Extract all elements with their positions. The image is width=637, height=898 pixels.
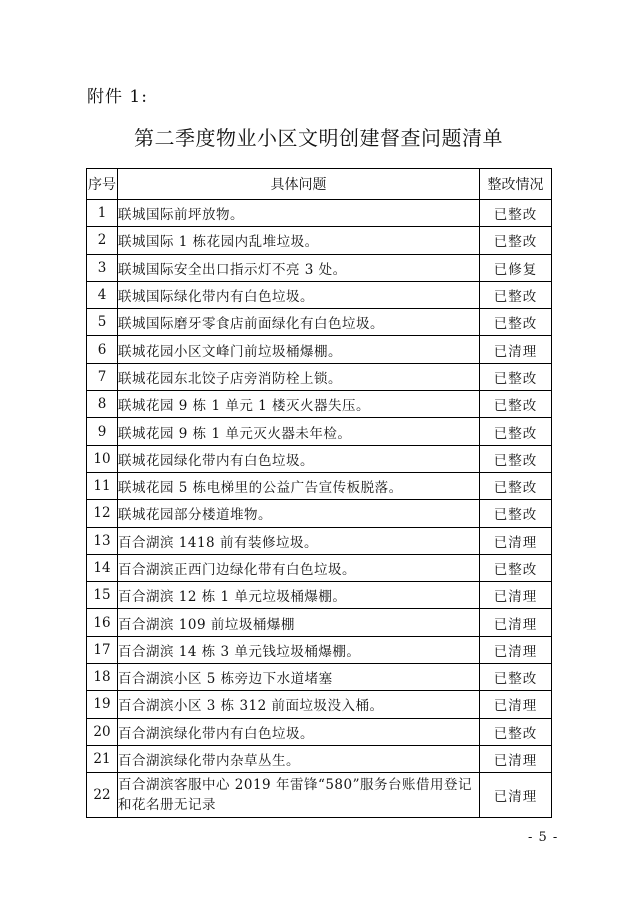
row-status: 已清理 (480, 773, 552, 818)
table-row (87, 445, 552, 472)
header-no: 序号 (87, 169, 118, 200)
row-issue: 联城国际前坪放物。 (118, 200, 480, 227)
row-status: 已整改 (480, 500, 552, 527)
row-status: 已整改 (480, 554, 552, 581)
row-issue: 联城花园东北饺子店旁消防栓上锁。 (118, 363, 480, 390)
row-status: 已清理 (480, 582, 552, 609)
row-number: 4 (87, 281, 118, 308)
row-issue: 百合湖滨绿化带内有白色垃圾。 (118, 718, 480, 745)
table-row (87, 363, 552, 390)
row-number: 22 (87, 773, 118, 818)
row-issue: 百合湖滨正西门边绿化带有白色垃圾。 (118, 554, 480, 581)
row-status: 已整改 (480, 281, 552, 308)
row-status: 已修复 (480, 254, 552, 281)
row-number: 10 (87, 445, 118, 472)
table-row (87, 554, 552, 581)
row-number: 8 (87, 391, 118, 418)
row-issue: 联城花园 5 栋电梯里的公益广告宣传板脱落。 (118, 472, 480, 499)
row-number: 1 (87, 200, 118, 227)
row-number: 2 (87, 227, 118, 254)
row-issue: 联城花园部分楼道堆物。 (118, 500, 480, 527)
row-issue: 联城花园绿化带内有白色垃圾。 (118, 445, 480, 472)
row-status: 已整改 (480, 363, 552, 390)
row-status: 已整改 (480, 391, 552, 418)
table-row (87, 391, 552, 418)
row-issue: 联城花园小区文峰门前垃圾桶爆棚。 (118, 336, 480, 363)
row-status: 已整改 (480, 309, 552, 336)
row-status: 已整改 (480, 718, 552, 745)
row-number: 3 (87, 254, 118, 281)
attachment-label: 附件 1: (87, 87, 148, 107)
table-row (87, 636, 552, 663)
table-row (87, 609, 552, 636)
table-row (87, 254, 552, 281)
table-row (87, 582, 552, 609)
row-number: 9 (87, 418, 118, 445)
table-row (87, 691, 552, 718)
row-issue: 联城国际磨牙零食店前面绿化有白色垃圾。 (118, 309, 480, 336)
row-status: 已整改 (480, 472, 552, 499)
row-issue: 百合湖滨绿化带内杂草丛生。 (118, 745, 480, 772)
row-number: 14 (87, 554, 118, 581)
row-status: 已整改 (480, 445, 552, 472)
row-number: 20 (87, 718, 118, 745)
header-status: 整改情况 (480, 169, 552, 200)
row-issue: 联城国际绿化带内有白色垃圾。 (118, 281, 480, 308)
row-number: 6 (87, 336, 118, 363)
row-status: 已整改 (480, 418, 552, 445)
row-number: 5 (87, 309, 118, 336)
row-issue: 联城国际 1 栋花园内乱堆垃圾。 (118, 227, 480, 254)
row-issue: 联城国际安全出口指示灯不亮 3 处。 (118, 254, 480, 281)
row-issue: 联城花园 9 栋 1 单元 1 楼灭火器失压。 (118, 391, 480, 418)
row-issue: 百合湖滨 12 栋 1 单元垃圾桶爆棚。 (118, 582, 480, 609)
row-issue: 百合湖滨 14 栋 3 单元钱垃圾桶爆棚。 (118, 636, 480, 663)
table-row (87, 309, 552, 336)
row-issue: 百合湖滨 109 前垃圾桶爆棚 (118, 609, 480, 636)
header-issue: 具体问题 (118, 169, 480, 200)
row-status: 已清理 (480, 527, 552, 554)
row-status: 已清理 (480, 636, 552, 663)
table-header-row (87, 169, 552, 200)
table-row (87, 336, 552, 363)
row-issue: 百合湖滨客服中心 2019 年雷锋“580”服务台账借用登记和花名册无记录 (118, 773, 480, 818)
table-row (87, 745, 552, 772)
row-issue: 联城花园 9 栋 1 单元灭火器未年检。 (118, 418, 480, 445)
table-row (87, 527, 552, 554)
row-number: 18 (87, 664, 118, 691)
row-number: 16 (87, 609, 118, 636)
row-status: 已整改 (480, 227, 552, 254)
table-row (87, 472, 552, 499)
row-number: 21 (87, 745, 118, 772)
document-title: 第二季度物业小区文明创建督查问题清单 (134, 126, 503, 150)
table-row (87, 773, 552, 818)
table-row (87, 664, 552, 691)
row-status: 已清理 (480, 745, 552, 772)
row-status: 已整改 (480, 200, 552, 227)
row-issue: 百合湖滨 1418 前有装修垃圾。 (118, 527, 480, 554)
row-status: 已清理 (480, 691, 552, 718)
row-status: 已整改 (480, 664, 552, 691)
row-status: 已清理 (480, 336, 552, 363)
row-status: 已清理 (480, 609, 552, 636)
issues-table (86, 168, 552, 818)
table-row (87, 718, 552, 745)
row-number: 17 (87, 636, 118, 663)
row-issue: 百合湖滨小区 3 栋 312 前面垃圾没入桶。 (118, 691, 480, 718)
row-number: 15 (87, 582, 118, 609)
row-issue: 百合湖滨小区 5 栋旁边下水道堵塞 (118, 664, 480, 691)
row-number: 19 (87, 691, 118, 718)
row-number: 11 (87, 472, 118, 499)
table-row (87, 500, 552, 527)
page-number: - 5 - (528, 830, 559, 845)
row-number: 7 (87, 363, 118, 390)
table-row (87, 227, 552, 254)
table-row (87, 281, 552, 308)
row-number: 12 (87, 500, 118, 527)
row-number: 13 (87, 527, 118, 554)
table-row (87, 200, 552, 227)
table-row (87, 418, 552, 445)
